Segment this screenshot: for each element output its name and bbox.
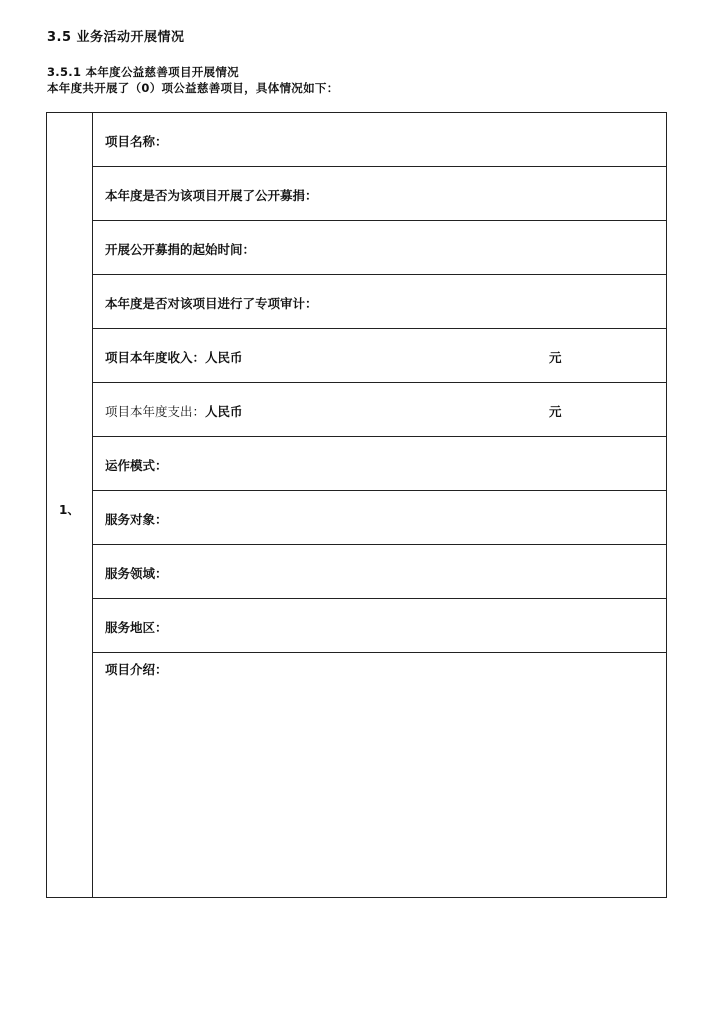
field-fundraising-start-time — [93, 221, 666, 275]
section-title: 3.5 业务活动开展情况 — [47, 30, 185, 45]
field-label: 项目本年度收入：人民币 — [105, 350, 243, 365]
field-label: 运作模式： — [105, 458, 168, 473]
field-label: 服务领域： — [105, 566, 168, 581]
project-description-label: 项目介绍： — [105, 662, 168, 677]
project-index: 1、 — [59, 503, 80, 517]
field-public-fundraising — [93, 167, 666, 221]
field-annual-expense — [93, 383, 666, 437]
field-operation-mode — [93, 437, 666, 491]
field-service-domain — [93, 545, 666, 599]
field-service-region — [93, 599, 666, 653]
section-intro: 本年度共开展了（0）项公益慈善项目，具体情况如下： — [47, 81, 339, 95]
section-subtitle: 3.5.1 本年度公益慈善项目开展情况 — [47, 65, 239, 79]
field-label-prefix: 项目本年度支出： — [105, 404, 206, 419]
project-form-table — [46, 112, 667, 898]
field-project-name — [93, 113, 666, 167]
field-label: 服务地区： — [105, 620, 168, 635]
field-label: 服务对象： — [105, 512, 168, 527]
field-label: 本年度是否为该项目开展了公开募捐： — [105, 188, 318, 203]
form-rows — [93, 113, 666, 897]
field-special-audit — [93, 275, 666, 329]
currency-unit: 元 — [549, 350, 562, 365]
field-label — [105, 402, 243, 420]
currency-unit: 元 — [549, 404, 562, 419]
field-label: 本年度是否对该项目进行了专项审计： — [105, 296, 318, 311]
field-service-target — [93, 491, 666, 545]
field-annual-income — [93, 329, 666, 383]
field-label-suffix: 人民币 — [205, 404, 243, 419]
index-column — [47, 113, 93, 897]
field-label: 开展公开募捐的起始时间： — [105, 242, 256, 257]
field-label: 项目名称： — [105, 134, 168, 149]
